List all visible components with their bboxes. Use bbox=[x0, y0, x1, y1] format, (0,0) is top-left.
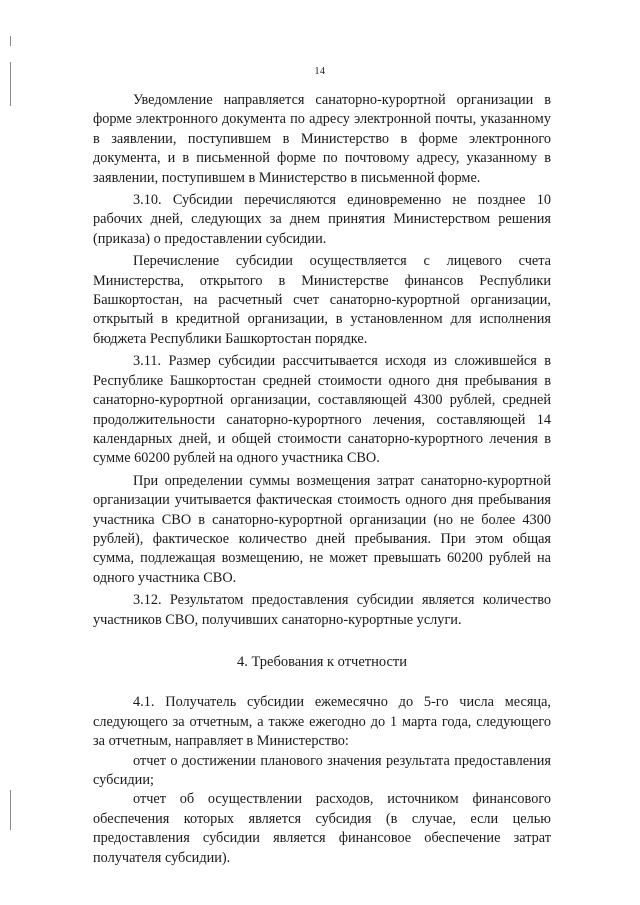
paragraph-3-12: 3.12. Результатом предоставления субсидии является количество участников СВО, получивших санаторно-курортные услуги. bbox=[93, 592, 551, 628]
paragraph-report-result: отчет о достижении планового значения результата предоставления субсидии; bbox=[93, 752, 551, 788]
paragraph-notification: Уведомление направляется санаторно-курортной организации в форме электронного документа по адресу электронной почты, указанному в заявлении, поступившем в Министерство в форме электронного документа, и в письменной форме по почтовому адресу, указанному в заявлении, поступившем в Министерство в письменной форме. bbox=[93, 92, 551, 186]
scan-edge-mark-lower bbox=[10, 790, 11, 830]
paragraph-report-expenses: отчет об осуществлении расходов, источником финансового обеспечения которых является субсидия (в случае, если целью предоставления субсидии является финансовое обеспечение затрат получателя субсидии). bbox=[93, 791, 551, 866]
paragraph-reimbursement: При определении суммы возмещения затрат санаторно-курортной организации учитывается фактическая стоимость одного дня пребывания участника СВО в санаторно-курортной организации (но не более 4300 рублей), фактическое количество дней пребывания. При этом общая сумма, подлежащая возмещению, не может превышать 60200 рублей на одного участника СВО. bbox=[93, 472, 551, 586]
document-body bbox=[93, 91, 551, 868]
paragraph-4-1: 4.1. Получатель субсидии ежемесячно до 5-го числа месяца, следующего за отчетным, а также ежегодно до 1 марта года, следующего за отчетным, направляет в Министерство: bbox=[93, 694, 551, 750]
paragraph-3-10: 3.10. Субсидии перечисляются единовременно не позднее 10 рабочих дней, следующих за днем принятия Министерством решения (приказа) о предоставлении субсидии. bbox=[93, 192, 551, 247]
page-number: 14 bbox=[314, 66, 326, 77]
scan-edge-mark-top bbox=[10, 36, 11, 46]
paragraph-transfer: Перечисление субсидии осуществляется с лицевого счета Министерства, открытого в Министерстве финансов Республики Башкортостан, на расчетный счет санаторно-курортной организации, открытый в кредитной организации, в установленном для исполнения бюджета Республики Башкортостан порядке. bbox=[93, 253, 551, 347]
paragraph-3-11: 3.11. Размер субсидии рассчитывается исходя из сложившейся в Республике Башкортостан средней стоимости одного дня пребывания в санаторно-курортной организации, составляющей 4300 рублей, средней продолжительности санаторно-курортного лечения, составляющей 14 календарных дней, и общей стоимости санаторно-курортного лечения в сумме 60200 рублей на одного участника СВО. bbox=[93, 353, 551, 467]
section-title: 4. Требования к отчетности bbox=[236, 653, 408, 670]
